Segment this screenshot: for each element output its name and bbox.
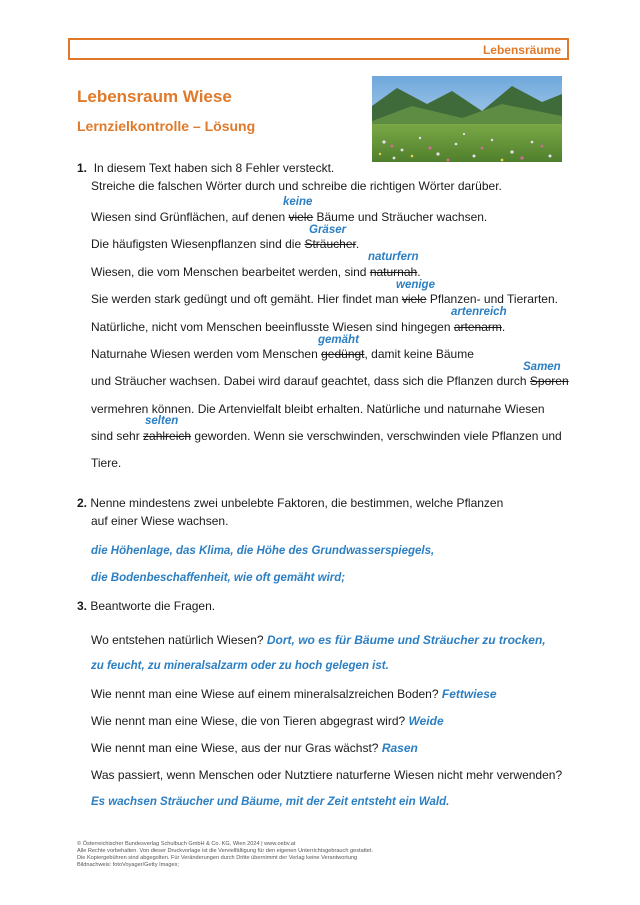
correction-2: Gräser — [309, 224, 347, 236]
text-segment: , damit keine Bäume — [364, 347, 474, 361]
answer-inline: Dort, wo es für Bäume und Sträucher zu trocken, — [266, 633, 546, 647]
text-line-3 — [91, 265, 421, 279]
text-line-2 — [91, 237, 359, 251]
footer — [77, 841, 373, 869]
text-line-5 — [91, 320, 505, 334]
task3-number: 3. — [77, 599, 88, 613]
correction-4: wenige — [396, 279, 435, 291]
footer-line-4: Bildnachweis: fotoVoyager/Getty Images; — [77, 862, 179, 868]
text-segment: geworden. Wenn sie verschwinden, verschwinden viele Pflanzen und — [191, 429, 562, 443]
footer-line-1: © Österreichischer Bundesverlag Schulbuch GmbH & Co. KG, Wien 2024 | www.oebv.at — [77, 841, 296, 847]
task3-instruction-text: Beantworte die Fragen. — [90, 599, 216, 613]
struck-word-8: zahlreich — [143, 429, 192, 443]
text-segment: sind sehr — [91, 429, 144, 443]
answer-inline: Fettwiese — [441, 687, 497, 701]
struck-word-1: viele — [288, 210, 314, 224]
struck-word-5: artenarm — [453, 320, 502, 334]
text-segment: Wiesen sind Grünflächen, auf denen — [91, 210, 289, 224]
text-line-9 — [91, 429, 562, 443]
text-segment: Die häufigsten Wiesenpflanzen sind die — [91, 237, 305, 251]
struck-word-6: gedüngt — [321, 347, 365, 361]
task2-answer-2: die Bodenbeschaffenheit, wie oft gemäht wird; — [91, 572, 346, 584]
task2-question-1 — [77, 496, 503, 510]
struck-word-4: viele — [401, 292, 427, 306]
task3-q5: Was passiert, wenn Menschen oder Nutztiere naturferne Wiesen nicht mehr verwenden? — [91, 768, 563, 782]
task3-q2 — [91, 687, 497, 701]
header-box — [68, 38, 569, 60]
text-segment: Natürliche, nicht vom Menschen beeinflusste Wiesen sind hingegen — [91, 320, 454, 334]
task1-instruction-text: In diesem Text haben sich 8 Fehler versteckt. — [93, 161, 335, 175]
question-text: Wo entstehen natürlich Wiesen? — [91, 633, 264, 647]
text-line-6 — [91, 347, 474, 361]
page-title: Lebensraum Wiese — [77, 87, 232, 106]
task2-number: 2. — [77, 496, 88, 510]
text-segment: Wiesen, die vom Menschen bearbeitet werden, sind — [91, 265, 370, 279]
task3-q4 — [91, 741, 418, 755]
text-segment: Naturnahe Wiesen werden vom Menschen — [91, 347, 322, 361]
struck-word-7: Sporen — [529, 374, 569, 388]
text-line-1 — [91, 210, 487, 224]
question-text: Wie nennt man eine Wiese auf einem mineralsalzreichen Boden? — [91, 687, 439, 701]
question-text: Wie nennt man eine Wiese, aus der nur Gras wächst? — [91, 741, 379, 755]
correction-7: Samen — [523, 361, 561, 373]
correction-8: selten — [145, 415, 179, 427]
struck-word-2: Sträucher — [304, 237, 356, 251]
struck-word-3: naturnah — [369, 265, 418, 279]
text-segment: . — [417, 265, 421, 279]
text-segment: . — [355, 237, 360, 251]
task3-instruction — [77, 599, 215, 613]
task2-question-text: Nenne mindestens zwei unbelebte Faktoren, die bestimmen, welche Pflanzen — [90, 496, 504, 510]
correction-1: keine — [283, 196, 313, 208]
task3-a5: Es wachsen Sträucher und Bäume, mit der Zeit entsteht ein Wald. — [91, 796, 450, 808]
text-line-8: vermehren können. Die Artenvielfalt bleibt erhalten. Natürliche und naturnahe Wiesen — [91, 402, 545, 416]
text-segment: Pflanzen- und Tierarten. — [426, 292, 558, 306]
correction-6: gemäht — [318, 334, 359, 346]
text-line-4 — [91, 292, 558, 306]
correction-5: artenreich — [451, 306, 507, 318]
header-label: Lebensräume — [482, 43, 561, 57]
task2-question-2: auf einer Wiese wachsen. — [91, 514, 229, 528]
meadow-photo — [372, 76, 562, 162]
task3-a1-continuation: zu feucht, zu mineralsalzarm oder zu hoch gelegen ist. — [91, 660, 389, 672]
text-segment: und Sträucher wachsen. Dabei wird darauf geachtet, dass sich die Pflanzen durch — [91, 374, 530, 388]
text-segment: Sie werden stark gedüngt und oft gemäht. Hier findet man — [91, 292, 402, 306]
page-subtitle: Lernzielkontrolle – Lösung — [77, 118, 256, 134]
text-segment: Bäume und Sträucher wachsen. — [313, 210, 488, 224]
text-segment: . — [501, 320, 506, 334]
text-line-10: Tiere. — [91, 456, 122, 470]
footer-line-2: Alle Rechte vorbehalten. Von dieser Druckvorlage ist die Vervielfältigung für den eigenen Unterrichtsgebrauch gestattet. — [77, 848, 374, 854]
task1-number: 1. — [77, 161, 88, 175]
answer-inline: Rasen — [381, 741, 418, 755]
task3-q1 — [91, 633, 546, 647]
text-line-7 — [91, 374, 569, 388]
correction-3: naturfern — [368, 251, 419, 263]
task2-answer-1: die Höhenlage, das Klima, die Höhe des Grundwasserspiegels, — [91, 545, 435, 557]
answer-inline: Weide — [408, 714, 444, 728]
footer-line-3: Die Kopiergebühren sind abgegolten. Für Veränderungen durch Dritte übernimmt der Verlag keine Verantwortung — [77, 855, 358, 861]
task3-q3 — [91, 714, 444, 728]
task1-instruction-2: Streiche die falschen Wörter durch und schreibe die richtigen Wörter darüber. — [91, 179, 502, 193]
question-text: Wie nennt man eine Wiese, die von Tieren abgegrast wird? — [91, 714, 406, 728]
task1-instruction-1 — [77, 161, 334, 175]
